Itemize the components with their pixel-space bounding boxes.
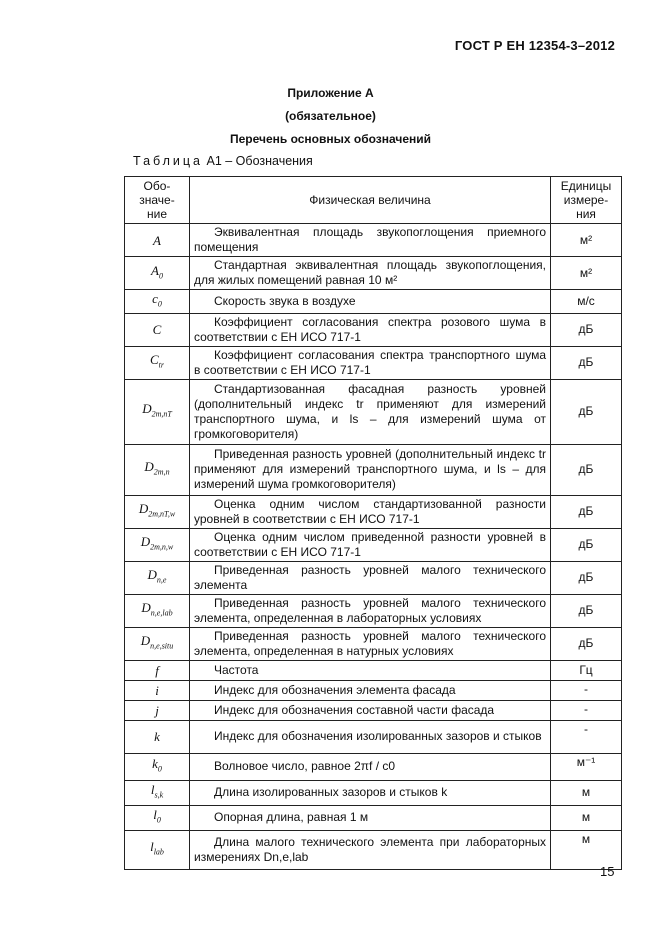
symbol-subscript: s,k (154, 790, 164, 800)
unit-cell: м (551, 780, 622, 805)
unit-cell: дБ (551, 528, 622, 561)
symbol-cell (125, 700, 190, 720)
unit-cell: дБ (551, 379, 622, 444)
unit-cell: м/с (551, 290, 622, 314)
symbol-subscript: 2m,nT,w (148, 509, 176, 519)
symbol-base: A (153, 232, 161, 248)
header-symbol: Обо- значе- ние (125, 177, 190, 224)
table-row (125, 379, 622, 444)
quantity-description: Частота (190, 660, 551, 680)
symbol-subscript: 2m,n (153, 467, 170, 477)
quantity-description: Приведенная разность уровней (дополнительный индекс tr применяют для измерений транспортного шума, и ls – для измерений шума громкоговорителя) (190, 444, 551, 495)
unit-cell: - (551, 680, 622, 700)
quantity-description: Опорная длина, равная 1 м (190, 805, 551, 830)
symbol-subscript: 0 (158, 271, 163, 281)
table-caption-rest: А1 – Обозначения (206, 154, 313, 168)
unit-cell: - (551, 720, 622, 753)
appendix-status: (обязательное) (285, 109, 376, 123)
symbol-subscript: lab (153, 847, 164, 857)
table-continuation (124, 822, 621, 824)
table-row (125, 660, 622, 680)
table-row (125, 495, 622, 528)
quantity-description: Длина изолированных зазоров и стыков k (190, 780, 551, 805)
symbol-cell (125, 753, 190, 780)
quantity-description: Индекс для обозначения элемента фасада (190, 680, 551, 700)
symbol-cell (125, 313, 190, 346)
table-row (125, 753, 622, 780)
table-row (125, 680, 622, 700)
quantity-description: Скорость звука в воздухе (190, 290, 551, 314)
quantity-description: Приведенная разность уровней малого технического элемента, определенная в натурных условиях (190, 627, 551, 660)
unit-cell: дБ (551, 346, 622, 379)
symbol-base: k (152, 756, 158, 772)
symbol-base: C (152, 322, 162, 338)
table-row (125, 561, 622, 594)
table-row (125, 444, 622, 495)
table-row (125, 720, 622, 753)
unit-cell: м² (551, 224, 622, 257)
symbol-base: C (149, 352, 159, 368)
standard-designation: ГОСТ Р ЕН 12354-3–2012 (454, 38, 615, 53)
symbol-subscript: n,e,lab (150, 608, 173, 618)
table-row (125, 627, 622, 660)
table-row (125, 257, 622, 290)
symbol-base: D (140, 633, 151, 649)
symbol-cell (125, 290, 190, 314)
quantity-description: Коэффициент согласования спектра транспортного шума в соответствии с ЕН ИСО 717-1 (190, 346, 551, 379)
quantity-description: Длина малого технического элемента при лабораторных измерениях Dn,e,lab (190, 830, 551, 869)
table-row (125, 780, 622, 805)
quantity-description: Оценка одним числом приведенной разности уровней в соответствии с ЕН ИСО 717-1 (190, 528, 551, 561)
symbol-cell (125, 257, 190, 290)
symbol-subscript: 2m,n,w (150, 542, 174, 552)
symbol-cell (125, 561, 190, 594)
symbol-cell (125, 680, 190, 700)
symbol-cell (125, 780, 190, 805)
quantity-description: Волновое число, равное 2πf / c0 (190, 753, 551, 780)
appendix-title: Приложение А (287, 86, 374, 100)
symbol-cell (125, 444, 190, 495)
symbol-base: i (155, 682, 159, 698)
symbol-subscript: 0 (156, 815, 161, 825)
symbol-cell (125, 224, 190, 257)
symbol-subscript: tr (158, 360, 164, 370)
unit-cell: м² (551, 257, 622, 290)
symbol-cell (125, 805, 190, 830)
symbol-subscript: 2m,nT (151, 409, 172, 419)
unit-cell: дБ (551, 561, 622, 594)
symbol-base: A (151, 262, 159, 278)
appendix-subtitle: Перечень основных обозначений (229, 132, 432, 146)
symbol-base: l (150, 839, 154, 855)
header-quantity: Физическая величина (190, 177, 551, 224)
unit-cell: м⁻¹ (551, 753, 622, 780)
symbol-base: D (147, 567, 157, 583)
symbol-base: f (155, 662, 159, 678)
quantity-description: Индекс для обозначения составной части фасада (190, 700, 551, 720)
symbol-base: D (138, 501, 149, 517)
symbol-cell (125, 830, 190, 869)
quantity-description: Приведенная разность уровней малого технического элемента, определенная в лабораторных условиях (190, 594, 551, 627)
symbol-base: c (152, 291, 158, 306)
symbol-cell (125, 660, 190, 680)
symbol-base: l (153, 807, 157, 823)
table-row (125, 346, 622, 379)
symbol-subscript: 0 (157, 764, 162, 774)
quantity-description: Оценка одним числом стандартизованной разности уровней в соответствии с ЕН ИСО 717-1 (190, 495, 551, 528)
quantity-description: Коэффициент согласования спектра розового шума в соответствии с ЕН ИСО 717-1 (190, 313, 551, 346)
quantity-description: Стандартная эквивалентная площадь звукопоглощения, для жилых помещений равная 10 м² (190, 257, 551, 290)
symbol-base: l (150, 782, 155, 798)
unit-cell: дБ (551, 313, 622, 346)
symbol-cell (125, 528, 190, 561)
table-row (125, 528, 622, 561)
table-row (125, 224, 622, 257)
table-caption (133, 154, 313, 168)
unit-cell: - (551, 700, 622, 720)
symbol-base: D (142, 401, 152, 417)
symbol-subscript: n,e,situ (150, 641, 174, 651)
symbol-cell (125, 379, 190, 444)
unit-cell: дБ (551, 594, 622, 627)
table-caption-word: Таблица (133, 154, 204, 168)
symbol-subscript: n,e (156, 575, 167, 585)
page-number: 15 (600, 864, 615, 879)
unit-cell: дБ (551, 495, 622, 528)
table-row (125, 594, 622, 627)
symbol-subscript: 0 (157, 299, 162, 309)
unit-cell: м (551, 830, 622, 869)
table-row (125, 313, 622, 346)
quantity-description: Индекс для обозначения изолированных зазоров и стыков (190, 720, 551, 753)
table-row (125, 830, 622, 869)
table-row (125, 805, 622, 830)
unit-cell: дБ (551, 444, 622, 495)
table-row (125, 290, 622, 314)
unit-cell: м (551, 805, 622, 830)
symbol-base: k (154, 729, 160, 745)
quantity-description: Приведенная разность уровней малого технического элемента (190, 561, 551, 594)
symbol-cell (125, 495, 190, 528)
symbol-cell (125, 627, 190, 660)
header-units: Единицы измере- ния (551, 177, 622, 224)
quantity-description: Стандартизованная фасадная разность уровней (дополнительный индекс tr применяют для измерений транспортного шума, и ls – для измерений шума от громкоговорителя) (190, 379, 551, 444)
quantity-description: Эквивалентная площадь звукопоглощения приемного помещения (190, 224, 551, 257)
symbols-table (124, 176, 622, 870)
symbol-base: j (155, 702, 159, 718)
symbol-cell (125, 346, 190, 379)
symbol-cell (125, 720, 190, 753)
symbol-cell (125, 594, 190, 627)
symbol-base: D (140, 534, 151, 550)
symbol-base: D (144, 459, 154, 475)
symbol-base: D (141, 600, 151, 616)
unit-cell: дБ (551, 627, 622, 660)
table-header-row (125, 177, 622, 224)
table-row (125, 700, 622, 720)
unit-cell: Гц (551, 660, 622, 680)
